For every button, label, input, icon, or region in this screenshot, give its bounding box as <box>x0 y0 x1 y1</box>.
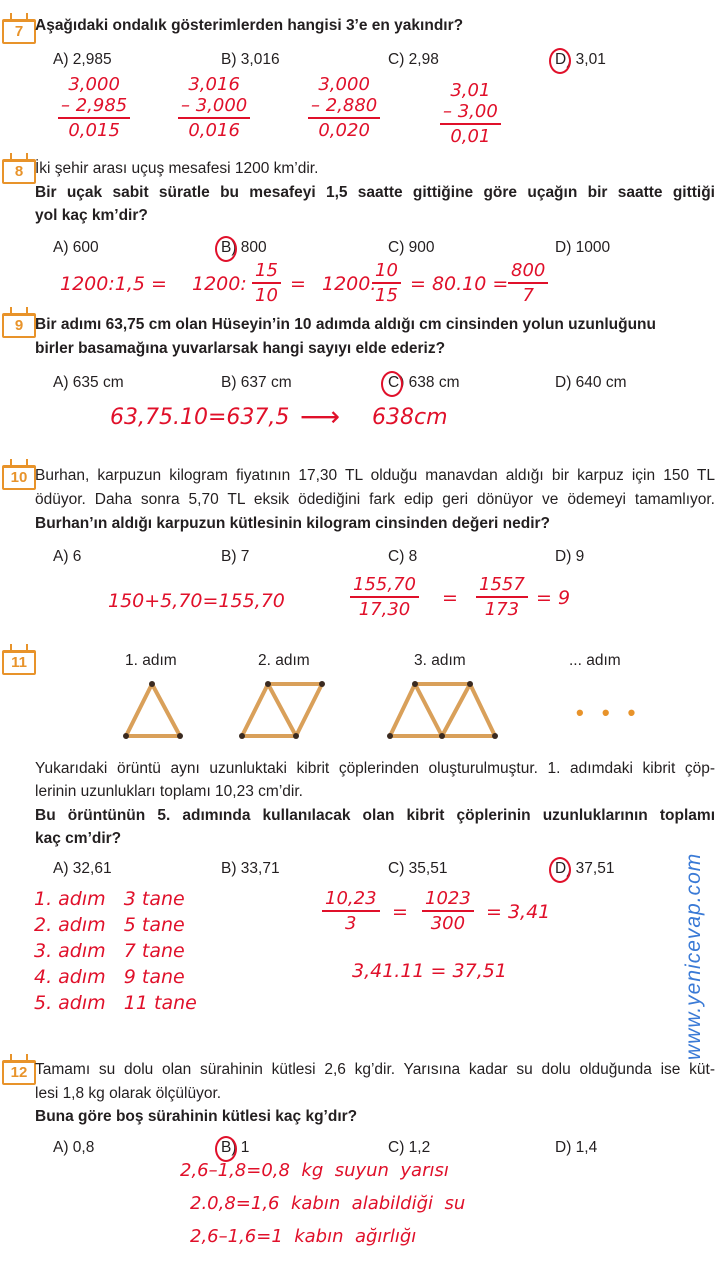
question-text: Tamamı su dolu olan sürahinin kütlesi 2,6 kg’dir. Yarısına kadar su dolu olduğunda ise küt- <box>35 1061 715 1078</box>
question-number-badge: 7 <box>2 19 36 44</box>
question-text: Buna göre boş sürahinin kütlesi kaç kg’dır? <box>35 1108 358 1125</box>
option-c[interactable]: C) 900 <box>388 239 435 256</box>
arrow-icon: ⟶ <box>300 400 341 433</box>
handwritten-step: 1200: <box>192 273 247 295</box>
option-c[interactable]: C) 1,2 <box>388 1139 431 1156</box>
handwritten-step: 1. adım 3 tane <box>34 888 185 910</box>
handwritten-step: 3,41.11 = 37,51 <box>352 960 507 982</box>
question-text: Burhan’ın aldığı karpuzun kütlesinin kilogram cinsinden değeri nedir? <box>35 515 551 532</box>
option-d[interactable]: D) 1000 <box>555 239 611 256</box>
question-number-badge: 8 <box>2 159 36 184</box>
question-number-badge: 10 <box>2 465 36 490</box>
option-b[interactable]: B) 3,016 <box>221 51 280 68</box>
option-b[interactable]: B) 7 <box>221 548 250 565</box>
handwritten-subtraction: 3,000 – 2,985 0,015 <box>58 74 130 141</box>
handwritten-fraction: 155,70 17,30 <box>350 574 419 620</box>
question-text: lesi 1,8 kg olarak ölçülüyor. <box>35 1085 222 1102</box>
handwritten-subtraction: 3,000 – 2,880 0,020 <box>308 74 380 141</box>
question-text: Bir adımı 63,75 cm olan Hüseyin’in 10 adımda aldığı cm cinsinden yolun uzunluğunu <box>35 316 656 333</box>
step-label: 3. adım <box>414 652 466 669</box>
handwritten-step: = <box>290 273 306 295</box>
handwritten-step: 5. adım 11 tane <box>34 992 197 1014</box>
question-text: Bu örüntünün 5. adımında kullanılacak olan kibrit çöplerinin uzunluklarının toplamı <box>35 807 715 824</box>
option-b[interactable]: B) 1 <box>221 1139 250 1156</box>
handwritten-step: 2,6–1,6=1 kabın ağırlığı <box>190 1226 417 1247</box>
option-d[interactable]: D) 9 <box>555 548 585 565</box>
question-text: kaç cm’dir? <box>35 830 122 847</box>
answer-circle <box>381 371 403 397</box>
option-b[interactable]: B) 800 <box>221 239 267 256</box>
question-number-badge: 11 <box>2 650 36 675</box>
handwritten-step: 4. adım 9 tane <box>34 966 185 988</box>
handwritten-step: 2.0,8=1,6 kabın alabildiği su <box>190 1193 466 1214</box>
option-a[interactable]: A) 6 <box>53 548 82 565</box>
question-text: Yukarıdaki örüntü aynı uzunluktaki kibrit çöplerinden oluşturulmuştur. 1. adımdaki kibrit çöp- <box>35 760 715 777</box>
step-label: 2. adım <box>258 652 310 669</box>
handwritten-fraction: 1023 300 <box>422 888 474 934</box>
option-c[interactable]: C) 2,98 <box>388 51 439 68</box>
handwritten-step: = <box>442 587 458 609</box>
option-c[interactable]: C) 35,51 <box>388 860 448 877</box>
option-d[interactable]: D) 3,01 <box>555 51 606 68</box>
handwritten-step: 1200:1,5 = <box>60 273 167 295</box>
handwritten-step: = 80.10 = <box>410 273 509 295</box>
watermark: www.yenicevap.com <box>682 852 705 1060</box>
question-text: ödüyor. Daha sonra 5,70 TL eksik ödediğini fark edip geri dönüyor ve ödemeyi tamamlıyor. <box>35 491 715 508</box>
question-text: Aşağıdaki ondalık gösterimlerden hangisi 3’e en yakındır? <box>35 17 464 34</box>
handwritten-fraction: 15 10 <box>252 260 281 306</box>
handwritten-fraction: 10,23 3 <box>322 888 380 934</box>
option-a[interactable]: A) 2,985 <box>53 51 112 68</box>
option-d[interactable]: D) 640 cm <box>555 374 627 391</box>
question-text: birler basamağına yuvarlarsak hangi sayıyı elde ederiz? <box>35 340 446 357</box>
option-d[interactable]: D) 1,4 <box>555 1139 598 1156</box>
option-b[interactable]: B) 33,71 <box>221 860 280 877</box>
question-text: yol kaç km’dir? <box>35 207 148 224</box>
ellipsis-dots: • • • <box>576 700 642 725</box>
handwritten-step: 638cm <box>372 405 448 430</box>
option-a[interactable]: A) 635 cm <box>53 374 124 391</box>
question-text: Burhan, karpuzun kilogram fiyatının 17,30 TL olduğu manavdan aldığı bir karpuz için 150 TL <box>35 467 715 484</box>
step-label: 1. adım <box>125 652 177 669</box>
answer-circle <box>549 857 571 883</box>
question-text: İki şehir arası uçuş mesafesi 1200 km’dir. <box>35 160 319 177</box>
question-number-badge: 12 <box>2 1060 36 1085</box>
option-a[interactable]: A) 600 <box>53 239 99 256</box>
handwritten-step: 3. adım 7 tane <box>34 940 185 962</box>
handwritten-fraction: 1557 173 <box>476 574 528 620</box>
handwritten-subtraction: 3,01 – 3,00 0,01 <box>440 80 501 147</box>
matchstick-pattern <box>110 676 530 746</box>
handwritten-subtraction: 3,016 – 3,000 0,016 <box>178 74 250 141</box>
option-a[interactable]: A) 0,8 <box>53 1139 95 1156</box>
option-b[interactable]: B) 637 cm <box>221 374 292 391</box>
option-c[interactable]: C) 8 <box>388 548 418 565</box>
handwritten-step: = 9 <box>536 587 571 609</box>
handwritten-step: 63,75.10=637,5 <box>110 405 290 430</box>
handwritten-step: 2,6–1,8=0,8 kg suyun yarısı <box>180 1160 449 1181</box>
option-d[interactable]: D) 37,51 <box>555 860 615 877</box>
handwritten-step: 2. adım 5 tane <box>34 914 185 936</box>
answer-circle <box>215 236 237 262</box>
option-a[interactable]: A) 32,61 <box>53 860 112 877</box>
handwritten-step: = 3,41 <box>486 901 551 923</box>
handwritten-step: = <box>392 901 408 923</box>
answer-circle <box>215 1136 237 1162</box>
handwritten-fraction: 800 7 <box>508 260 548 306</box>
handwritten-fraction: 10 15 <box>372 260 401 306</box>
step-label: ... adım <box>569 652 621 669</box>
handwritten-step: 150+5,70=155,70 <box>108 590 285 612</box>
option-c[interactable]: C) 638 cm <box>388 374 460 391</box>
answer-circle <box>549 48 571 74</box>
question-text: Bir uçak sabit süratle bu mesafeyi 1,5 saatte gittiğine göre uçağın bir saatte gittiği <box>35 184 715 201</box>
handwritten-step: 1200. <box>322 273 377 295</box>
question-number-badge: 9 <box>2 313 36 338</box>
question-text: lerinin uzunlukları toplamı 10,23 cm’dir. <box>35 783 303 800</box>
